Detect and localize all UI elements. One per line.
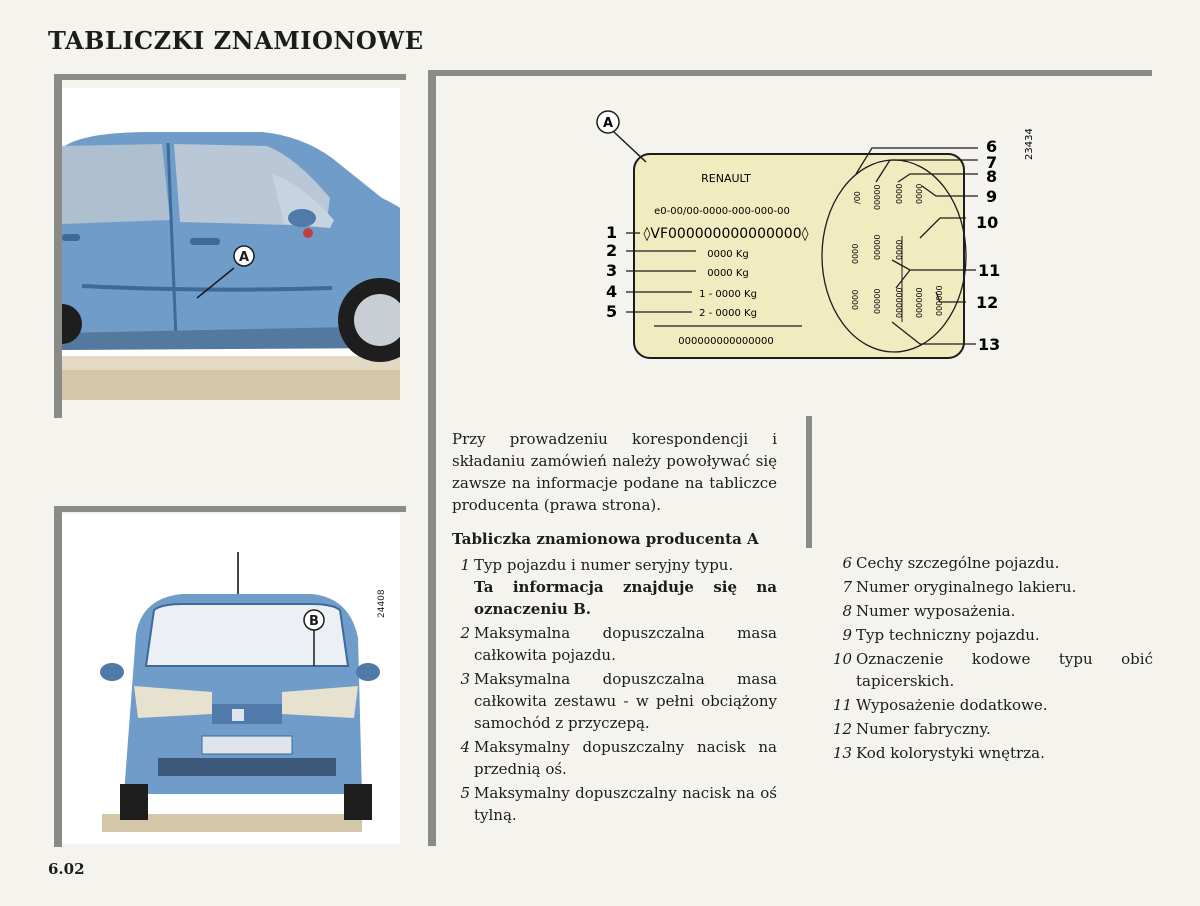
item-text: Maksymalny dopuszczalny nacisk na oś tylną. xyxy=(474,784,777,824)
plate-axle-rear: 2 - 0000 Kg xyxy=(699,308,757,319)
top-rule-left xyxy=(54,74,406,80)
item-number: 9 xyxy=(842,626,852,644)
page-number: 6.02 xyxy=(48,860,85,878)
list-item xyxy=(828,718,1153,740)
item-number: 4 xyxy=(460,738,470,756)
plate-label-3: 3 xyxy=(606,261,618,280)
nameplate-heading xyxy=(452,528,777,550)
item-number: 3 xyxy=(460,670,470,688)
car-front-photo xyxy=(62,514,400,844)
item-text-main: Typ pojazdu i numer seryjny typu. xyxy=(474,556,734,574)
item-text: Wyposażenie dodatkowe. xyxy=(856,696,1048,714)
item-text: Oznaczenie kodowe typu obić tapicerskich. xyxy=(856,650,1153,690)
item-number: 10 xyxy=(832,650,852,668)
plate-code-3: 0000 xyxy=(895,183,904,204)
list-item xyxy=(828,576,1153,598)
item-text: Kod kolorystyki wnętrza. xyxy=(856,744,1045,762)
item-number: 7 xyxy=(842,578,852,596)
item-number: 11 xyxy=(832,696,852,714)
item-text: Numer wyposażenia. xyxy=(856,602,1016,620)
item-number: 12 xyxy=(832,720,852,738)
callout-b-front: B xyxy=(309,614,319,629)
mid-rule xyxy=(54,506,406,512)
list-item xyxy=(452,736,777,780)
plate-mass-vehicle: 0000 Kg xyxy=(707,249,749,260)
list-item xyxy=(828,648,1153,692)
plate-code-9: 00000 xyxy=(873,288,882,314)
list-item xyxy=(828,694,1153,716)
plate-code-5: 0000 xyxy=(851,243,860,264)
item-number: 6 xyxy=(842,554,852,572)
list-item xyxy=(452,622,777,666)
plate-code-7: 0000 xyxy=(895,239,904,260)
item-text: Maksymalna dopuszczalna masa całkowita zestawu - w pełni obciążony samochód z przyczepą. xyxy=(474,670,777,732)
plate-label-6: 6 xyxy=(986,137,998,156)
callout-a-side: A xyxy=(238,250,250,265)
center-rule xyxy=(428,76,436,846)
left-description-list xyxy=(452,554,777,828)
plate-label-13: 13 xyxy=(978,335,1001,354)
item-text: Maksymalna dopuszczalna masa całkowita pojazdu. xyxy=(474,624,777,664)
plate-label-4: 4 xyxy=(606,282,618,301)
item-text: Cechy szczególne pojazdu. xyxy=(856,554,1060,572)
item-text-bold: Ta informacja znajduje się na oznaczeniu B. xyxy=(474,578,777,618)
left-rule-lower xyxy=(54,512,62,847)
plate-code-6: 00000 xyxy=(873,234,882,260)
plate-label-8: 8 xyxy=(986,167,998,186)
list-item xyxy=(452,668,777,734)
left-rule-upper xyxy=(54,80,62,418)
plate-label-2: 2 xyxy=(606,241,618,260)
callout-a-plate: A xyxy=(602,116,614,131)
item-text xyxy=(474,554,777,620)
plate-label-12: 12 xyxy=(976,293,999,312)
right-col-rule xyxy=(806,416,812,548)
plate-type-approval: e0-00/00-0000-000-000-00 xyxy=(654,206,790,217)
plate-brand: RENAULT xyxy=(701,172,751,185)
plate-label-1: 1 xyxy=(606,223,618,242)
right-description-list xyxy=(828,552,1153,766)
list-item xyxy=(452,782,777,826)
list-item xyxy=(452,554,777,620)
plate-vin: ◊VF000000000000000◊ xyxy=(643,226,809,242)
plate-code-1: /00 xyxy=(853,191,862,204)
plate-label-9: 9 xyxy=(986,187,998,206)
item-number: 5 xyxy=(460,784,470,802)
plate-code-8: 0000 xyxy=(851,289,860,310)
item-number: 2 xyxy=(460,624,470,642)
intro-paragraph: Przy prowadzeniu korespondencji i składaniu zamówień należy powoływać się zawsze na informacje podane na tabliczce producenta (prawa strona). xyxy=(452,430,777,514)
list-item xyxy=(828,624,1153,646)
figure-code-front: 24408 xyxy=(377,589,387,618)
plate-code-10: 000000 xyxy=(895,287,904,318)
plate-bottom-code: 000000000000000 xyxy=(678,336,774,347)
item-number: 8 xyxy=(842,602,852,620)
list-item xyxy=(828,552,1153,574)
item-text: Typ techniczny pojazdu. xyxy=(856,626,1040,644)
item-number: 13 xyxy=(832,744,852,762)
plate-label-5: 5 xyxy=(606,302,618,321)
plate-code-12: 000000 xyxy=(935,285,944,316)
nameplate-heading-text: Tabliczka znamionowa producenta A xyxy=(452,530,759,548)
item-text: Maksymalny dopuszczalny nacisk na przednią oś. xyxy=(474,738,777,778)
item-number: 1 xyxy=(460,556,470,574)
plate-axle-front: 1 - 0000 Kg xyxy=(699,289,757,300)
plate-code-4: 0000 xyxy=(915,183,924,204)
car-side-photo xyxy=(62,88,400,400)
item-text: Numer oryginalnego lakieru. xyxy=(856,578,1077,596)
nameplate-diagram xyxy=(440,100,1160,400)
plate-mass-train: 0000 Kg xyxy=(707,268,749,279)
list-item xyxy=(828,742,1153,764)
plate-code-2: 00000 xyxy=(873,184,882,210)
plate-label-7: 7 xyxy=(986,153,998,172)
plate-code-11: 000000 xyxy=(915,287,924,318)
top-rule-right xyxy=(428,70,1152,76)
plate-label-11: 11 xyxy=(978,261,1001,280)
page-title: TABLICZKI ZNAMIONOWE xyxy=(48,26,424,55)
plate-label-10: 10 xyxy=(976,213,999,232)
list-item xyxy=(828,600,1153,622)
figure-code-plate: 23434 xyxy=(1024,128,1035,160)
item-text: Numer fabryczny. xyxy=(856,720,991,738)
